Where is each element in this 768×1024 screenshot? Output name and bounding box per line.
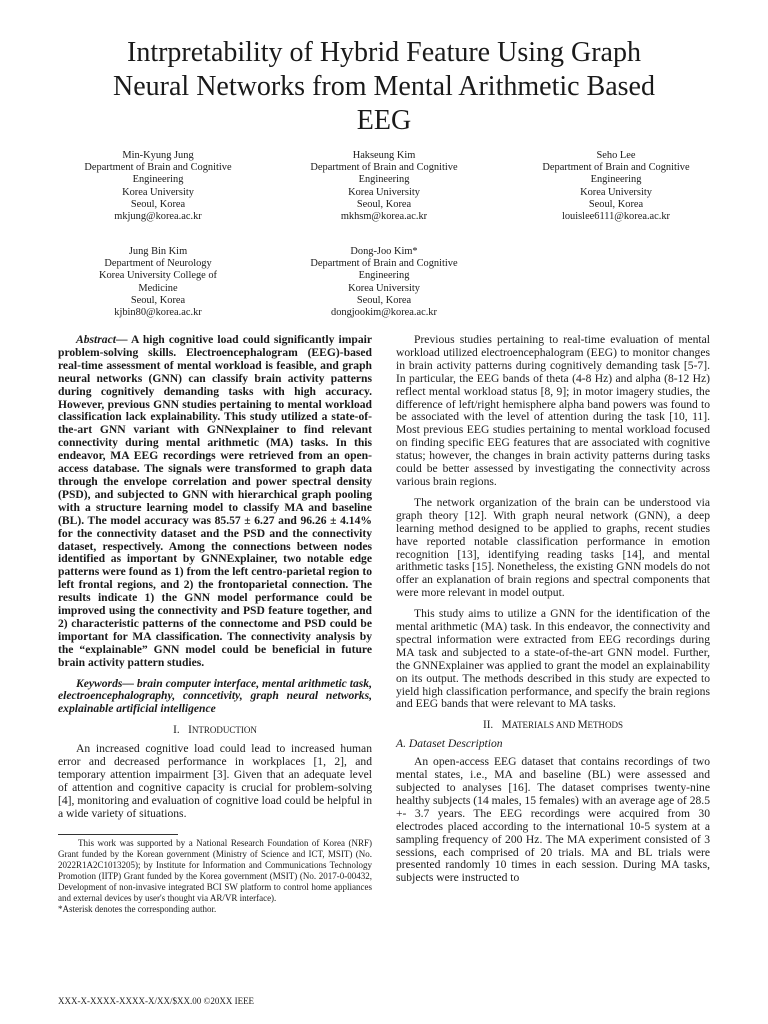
author-line: Seoul, Korea [130,294,186,306]
author-line: Engineering [590,174,642,186]
section-heading-introduction: I. INTRODUCTION [173,724,257,737]
subsection-heading-dataset: A. Dataset Description [396,737,503,751]
author-name: Jung Bin Kim [128,246,188,257]
body-paragraph: The network organization of the brain can be understood via graph theory [12]. With graph neural network (GNN), a deep learning method designed to be applied to graphs, recent studies have reported notable classification performance in emotion recognition [13], identifying reading tasks [14], and mental arithmetic tasks [15]. Nonetheless, the existing GNN models do not offer an explanation of brain regions and spectral components that were more relevant in model output. [396,495,710,600]
author-line: Department of Brain and Cognitive [310,162,458,174]
body-paragraph: This study aims to utilize a GNN for the identification of the mental arithmetic (MA) task. In this endeavor, the connectivity and spectral information were extracted from EEG recordings during MA task and subjected to a state-of-the-art GNN model. Further, the GNNExplainer was applied to grant the model an explainability on its output. The methods described in this study are expected to yield high classification performance, and specify the brain regions and EEG bands that were relevant to MA tasks. [396,607,710,711]
author-name: Min-Kyung Jung [122,150,194,161]
author-email: dongjookim@korea.ac.kr [331,307,437,319]
author-line: Engineering [358,270,410,282]
footnote-rule [58,834,178,835]
author-line: Department of Brain and Cognitive [84,162,232,174]
body-paragraph: An open-access EEG dataset that contains recordings of two mental states, i.e., MA and baseline (BL) were assessed and subjected to analyses [16]. The dataset comprises twenty-nine healthy subjects (14 males, 15 females) with an average age of 28.5 +- 3.7 years. The EEG recordings were acquired from 30 electrodes placed according to the international 10-5 system at a sampling frequency of 200 Hz. The MA experiment consisted of 3 sessions, each comprised of 20 trials. MA and BL trials were presented randomly 10 times in each session. During MA tasks, subjects were instructed to [396,755,710,885]
footnote-funding: This work was supported by a National Research Foundation of Korea (NRF) Grant funded by the Korean government (Ministry of Science and ICT, MSIT) (No. 2022R1A2C1013205); by Institute for Information and Communications Technology Promotion (IITP) Grant funded by the Korea government (MSIT) (No. 2017-0-00432, Development of non-invasive integrated BCI SW platform to control home appliances and external devices by user's thought via AR/VR interface). [58,838,372,903]
author-line: Engineering [132,174,184,186]
author-block [284,246,484,319]
abstract-lead: Abstract— [76,333,128,346]
copyright-footer: XXX-X-XXXX-XXXX-X/XX/$XX.00 ©20XX IEEE [58,996,255,1006]
footnote [58,838,372,915]
keywords [58,678,372,717]
author-line: Department of Brain and Cognitive [542,162,690,174]
author-line: Seoul, Korea [356,294,412,306]
body-paragraph: Previous studies pertaining to real-time evaluation of mental workload utilized electroencephalogram (EEG) to monitor changes in brain activity patterns during cognitively demanding task [5-7]. In particular, the EEG bands of theta (4-8 Hz) and alpha (8-12 Hz) reflect mental workload status [8, 9]; in motor imagery studies, the difference of left/right hemisphere alpha band powers was found to be associated with the level of attention during the task [10, 11]. Most previous EEG studies pertaining to mental workload focused on finding specific EEG features that are associated with cognitive status; however, the changes in brain activity patterns during tasks could be better assessed by investigating the connectivity across various brain regions. [396,333,710,488]
paper-title [40,36,728,138]
author-line: Department of Brain and Cognitive [310,258,458,270]
right-column [396,334,710,893]
author-email: mkhsm@korea.ac.kr [340,211,428,223]
author-block [58,246,258,319]
abstract [58,334,372,670]
author-block [58,150,258,223]
author-line: Korea University [580,186,652,198]
author-line: Seoul, Korea [588,198,644,210]
footnote-asterisk: *Asterisk denotes the corresponding author. [58,904,217,914]
author-block [516,150,716,223]
author-line: Korea University [348,282,420,294]
author-email: mkjung@korea.ac.kr [114,211,202,223]
author-line: Korea University College of [98,270,218,282]
author-line: Korea University [348,186,420,198]
author-block [284,150,484,223]
author-line: Engineering [358,174,410,186]
author-line: Medicine [138,282,178,294]
author-email: louislee6111@korea.ac.kr [561,211,671,223]
title-line: EEG [356,105,412,136]
title-line: Intrpretability of Hybrid Feature Using Graph [127,37,641,68]
author-line: Seoul, Korea [130,198,186,210]
intro-paragraph: An increased cognitive load could lead to increased human error and decreased performance in workplaces [1, 2], and temporary attention impairment [3]. Given that an adequate level of attention and cognitive capacity is crucial for problem-solving [4], monitoring and evaluation of cognitive load could be helpful in a wide variety of situations. [58,742,372,820]
author-line: Department of Neurology [104,258,212,270]
author-name: Seho Lee [596,150,636,161]
author-line: Seoul, Korea [356,198,412,210]
title-line: Neural Networks from Mental Arithmetic Based [113,71,655,102]
author-line: Korea University [122,186,194,198]
keywords-lead: Keywords— [76,676,134,690]
abstract-text: A high cognitive load could significantly impair problem-solving skills. Electroencephalogram (EEG)-based real-time assessment of mental workload is feasible, and graph neural networks (GNN) can classify brain activity patterns during cognitively demanding tasks with high accuracy. However, previous GNN studies pertaining to mental workload classification lack explainability. This study utilized a state-of-the-art GNN variant with GNNexplainer to find relevant connectivity during mental arithmetic (MA) tasks. In this endeavor, MA EEG recordings were retrieved from an open-access database. The signals were transformed to graph data through the envelope correlation and power spectral density (PSD), and subjected to GNN with hierarchical graph pooling with a structure learning model to classify MA and baseline (BL). The model accuracy was 85.57 ± 6.27 and 96.26 ± 4.14% for the connectivity dataset and the PSD and the connectivity dataset, respectively. Among the connections between nodes identified as important by GNNExplainer, two notable edge patterns were found as 1) from the left centro-parietal region to left frontal regions, and 2) the frontoparietal connection. The results indicate 1) the GNN model performance could be improved using the connectivity and PSD feature together, and 2) characteristic patterns of the connectome and PSD could be important for MA classification. The connectivity analysis by the “explainable” GNN model could be beneficial in future brain activity pattern studies. [58,333,372,669]
section-heading-methods: II. MATERIALS AND METHODS [482,719,624,732]
left-column [58,334,372,829]
keywords-text: brain computer interface, mental arithmetic task, electroencephalography, conncetivity, graph neural networks, explainable artificial intelligence [58,676,372,716]
author-name: Hakseung Kim [352,150,416,161]
author-name: Dong-Joo Kim* [350,246,418,257]
author-email: kjbin80@korea.ac.kr [114,307,202,319]
